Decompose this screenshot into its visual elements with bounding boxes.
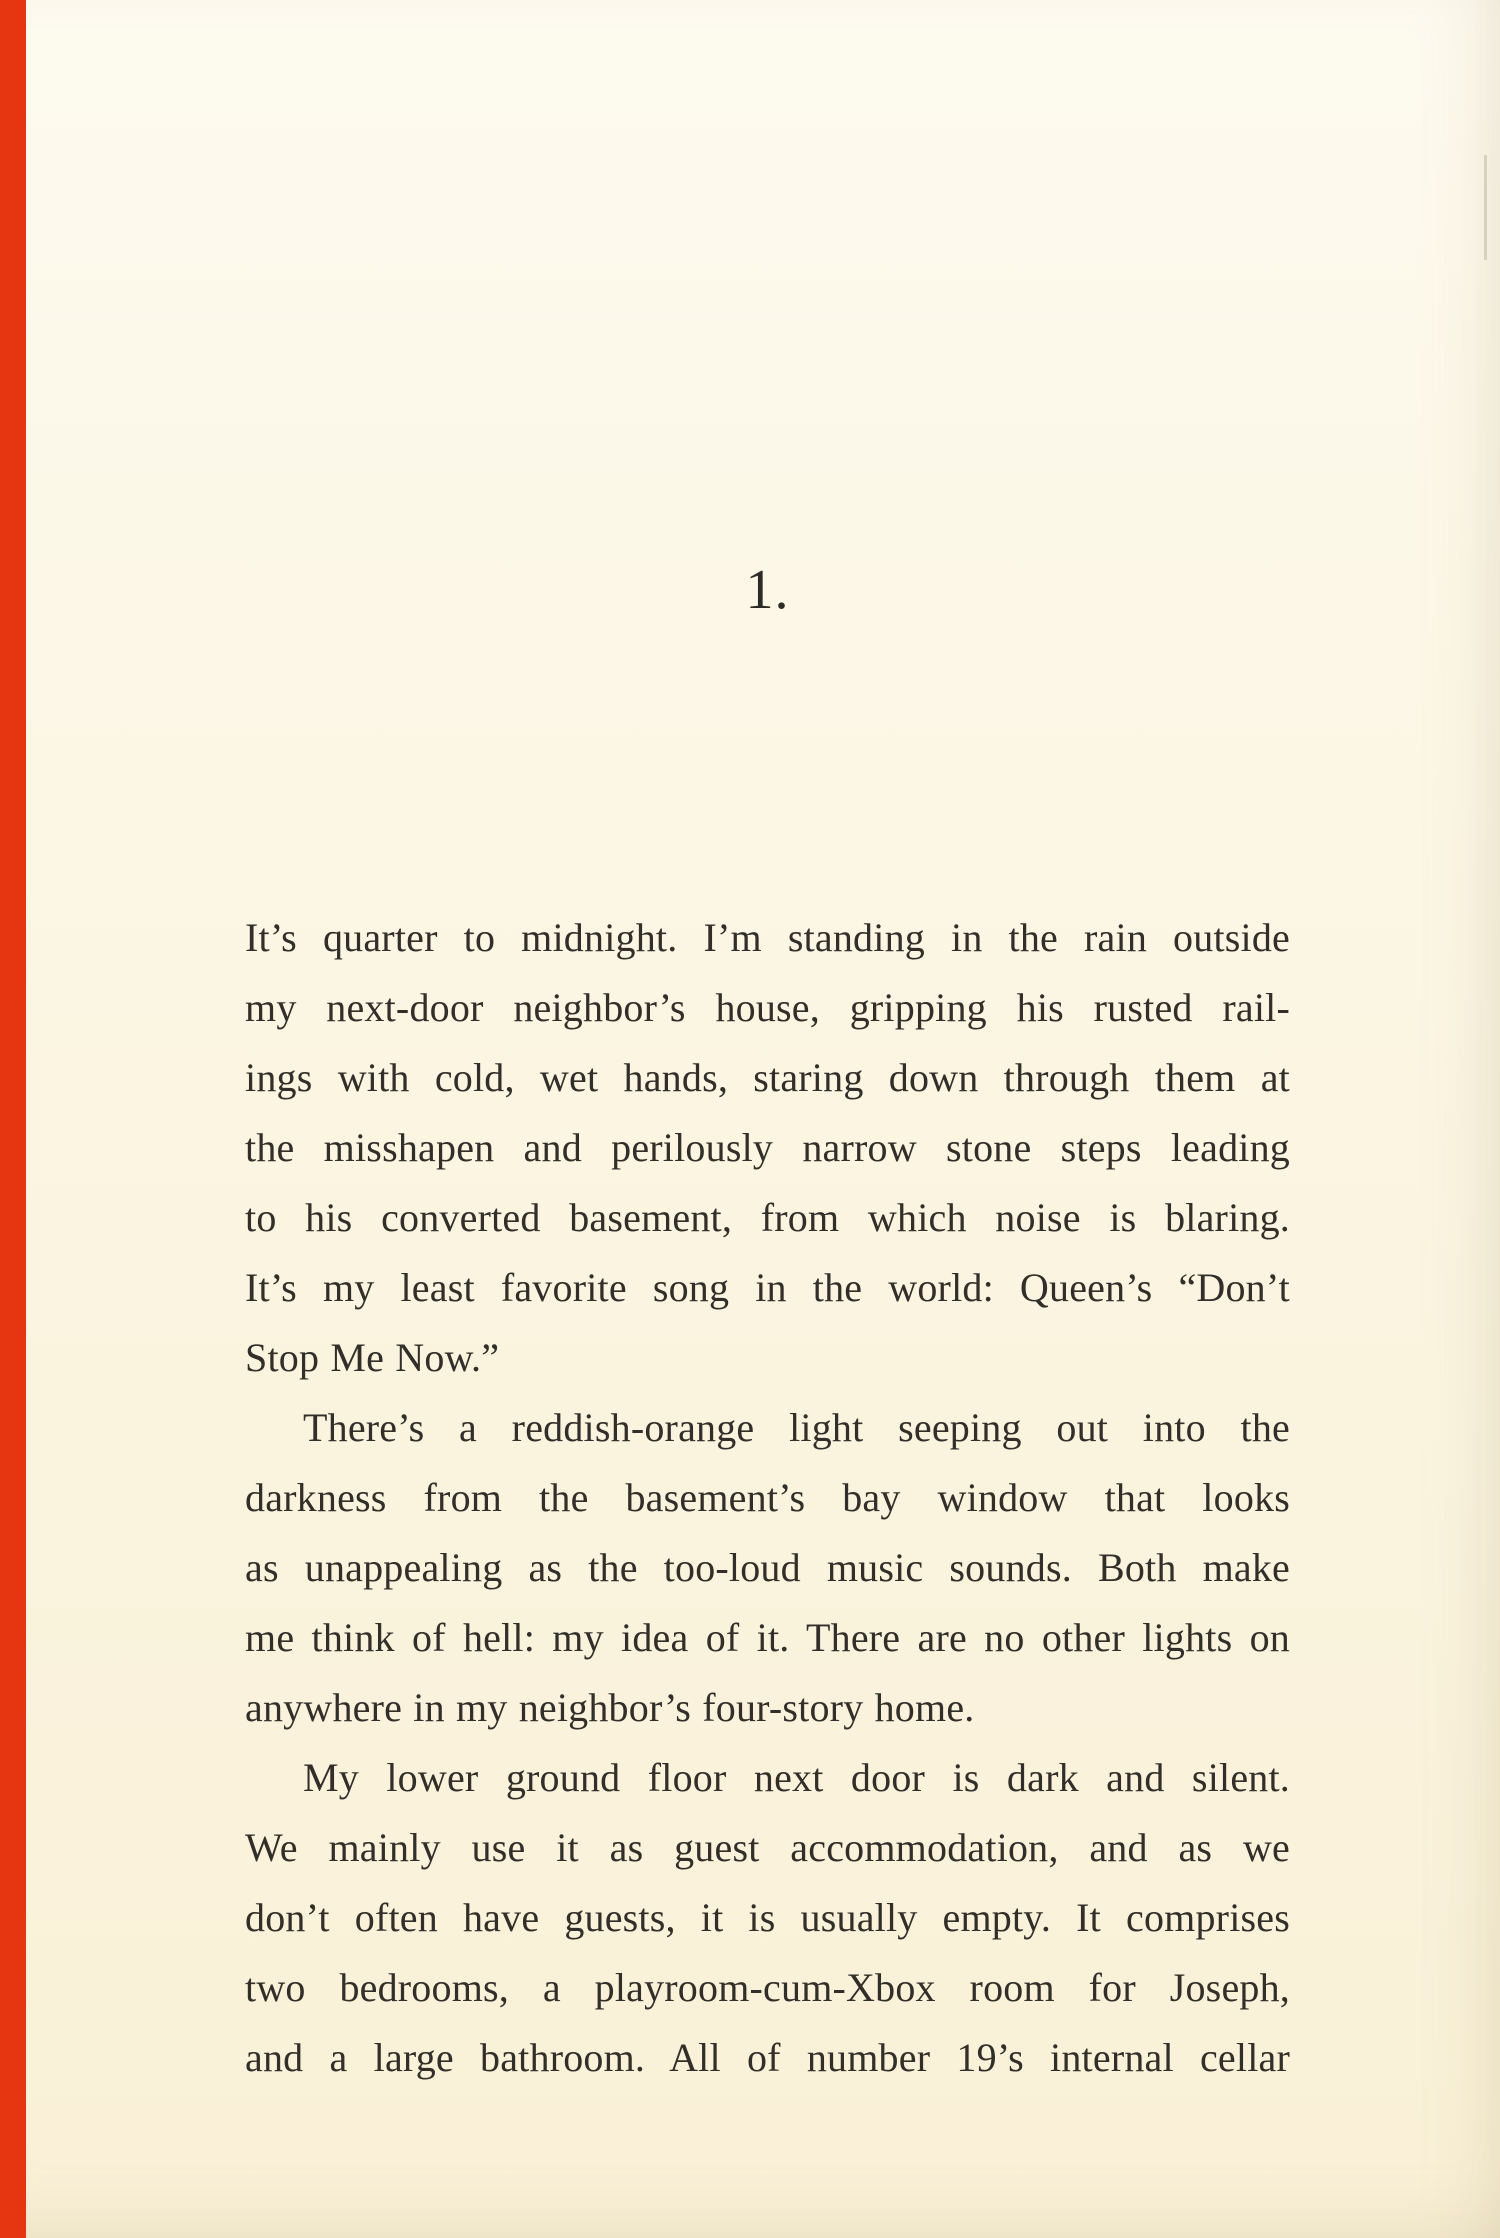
paragraph-3 (245, 1743, 1290, 2093)
text-line: Stop Me Now.” (245, 1335, 500, 1380)
text-line: as unappealing as the too-loud music sounds. Both make (245, 1545, 1290, 1590)
text-line: We mainly use it as guest accommodation, and as we (245, 1825, 1290, 1870)
text-line: to his converted basement, from which noise is blaring. (245, 1195, 1290, 1240)
text-line: It’s my least favorite song in the world: Queen’s “Don’t (245, 1265, 1290, 1310)
text-line: two bedrooms, a playroom-cum-Xbox room for Joseph, (245, 1965, 1290, 2010)
book-spine-edge (0, 0, 26, 2238)
text-line: My lower ground floor next door is dark and silent. (303, 1755, 1290, 1800)
text-line: me think of hell: my idea of it. There are no other lights on (245, 1615, 1290, 1660)
scan-artifact-line (1484, 155, 1487, 260)
body-text (245, 903, 1290, 2093)
text-line: the misshapen and perilously narrow stone steps leading (245, 1125, 1290, 1170)
text-line: and a large bathroom. All of number 19’s internal cellar (245, 2035, 1290, 2080)
chapter-number: 1. (745, 559, 790, 621)
text-line: darkness from the basement’s bay window that looks (245, 1475, 1290, 1520)
paragraph-2 (245, 1393, 1290, 1743)
text-line: my next-door neighbor’s house, gripping his rusted rail- (245, 985, 1290, 1030)
text-line: anywhere in my neighbor’s four-story home. (245, 1685, 975, 1730)
text-line: It’s quarter to midnight. I’m standing in the rain outside (245, 915, 1290, 960)
text-line: don’t often have guests, it is usually empty. It comprises (245, 1895, 1290, 1940)
text-line: There’s a reddish-orange light seeping out into the (303, 1405, 1290, 1450)
paragraph-1 (245, 903, 1290, 1393)
text-line: ings with cold, wet hands, staring down through them at (245, 1055, 1290, 1100)
